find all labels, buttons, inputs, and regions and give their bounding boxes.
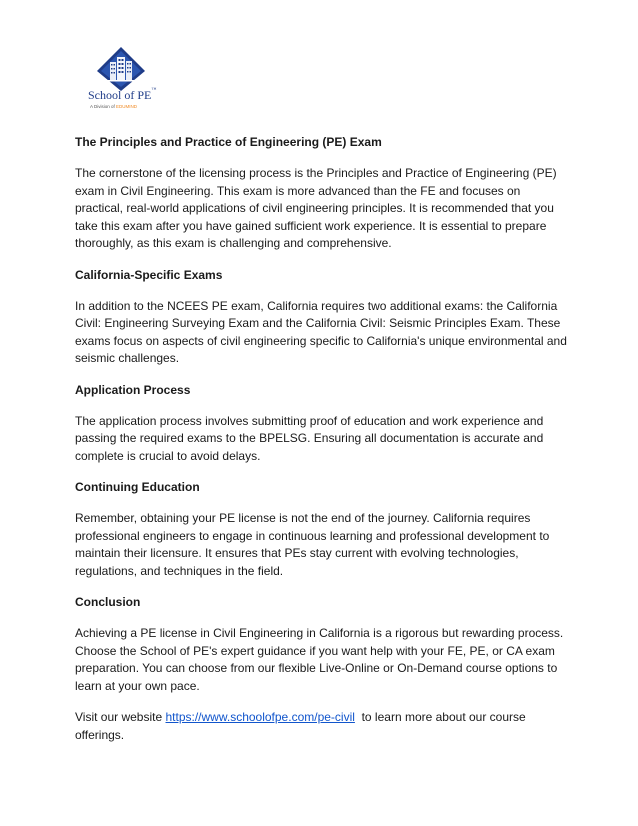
closing-text-after: to learn more about our course offerings. [75,710,530,742]
section-california-exams [75,267,567,368]
building-emblem-icon [96,46,146,92]
website-link[interactable]: https://www.schoolofpe.com/pe-civil [165,710,355,724]
section-paragraph: In addition to the NCEES PE exam, California requires two additional exams: the California Civil: Engineering Surveying Exam and the California Civil: Seismic Principles Exam. These exams focus on aspects of civil engineering specific to California's unique environmental and seismic challenges. [75,298,567,365]
logo-division-line [90,104,137,109]
section-paragraph: Remember, obtaining your PE license is not the end of the journey. California requires professional engineers to engage in continuous learning and professional development to maintain their licensure. It ensures that PEs stay current with evolving technologies, regulations, and techniques in the field. [75,511,550,578]
logo-wordmark [88,88,156,103]
section-paragraph: Achieving a PE license in Civil Engineering in California is a rigorous but rewarding process. Choose the School of PE's expert guidance if you want help with your FE, PE, or CA exam preparation. You can choose from our flexible Live-Online or On-Demand course options to learn at your own pace. [75,626,564,693]
closing-paragraph [75,709,567,744]
section-paragraph: The cornerstone of the licensing process is the Principles and Practice of Engineering (PE) exam in Civil Engineering. This exam is more advanced than the FE and focuses on practical, real-world applications of civil engineering principles. It is recommended that you take this exam after you have gained sufficient work experience. It is essential to prepare thoroughly, as this exam is challenging and comprehensive. [75,166,557,250]
logo-trademark: ™ [151,88,157,93]
school-of-pe-logo [84,46,164,116]
section-continuing-education [75,479,567,580]
logo-division-prefix: A Division of [90,104,115,109]
document-body [75,134,567,758]
section-heading: California-Specific Exams [75,267,223,282]
section-pe-exam [75,134,567,253]
logo-name: School of PE [88,88,152,102]
section-heading: Continuing Education [75,480,200,494]
closing-text-before: Visit our website [75,710,166,724]
section-conclusion [75,594,567,695]
section-heading: Application Process [75,382,191,397]
section-application-process [75,382,567,466]
section-heading: Conclusion [75,595,141,609]
section-heading: The Principles and Practice of Engineering (PE) Exam [75,135,382,149]
section-paragraph: The application process involves submitting proof of education and work experience and passing the required exams to the BPELSG. Ensuring all documentation is accurate and complete is crucial to avoid delays. [75,413,544,463]
logo-division-brand: EDUMIND [116,104,138,109]
